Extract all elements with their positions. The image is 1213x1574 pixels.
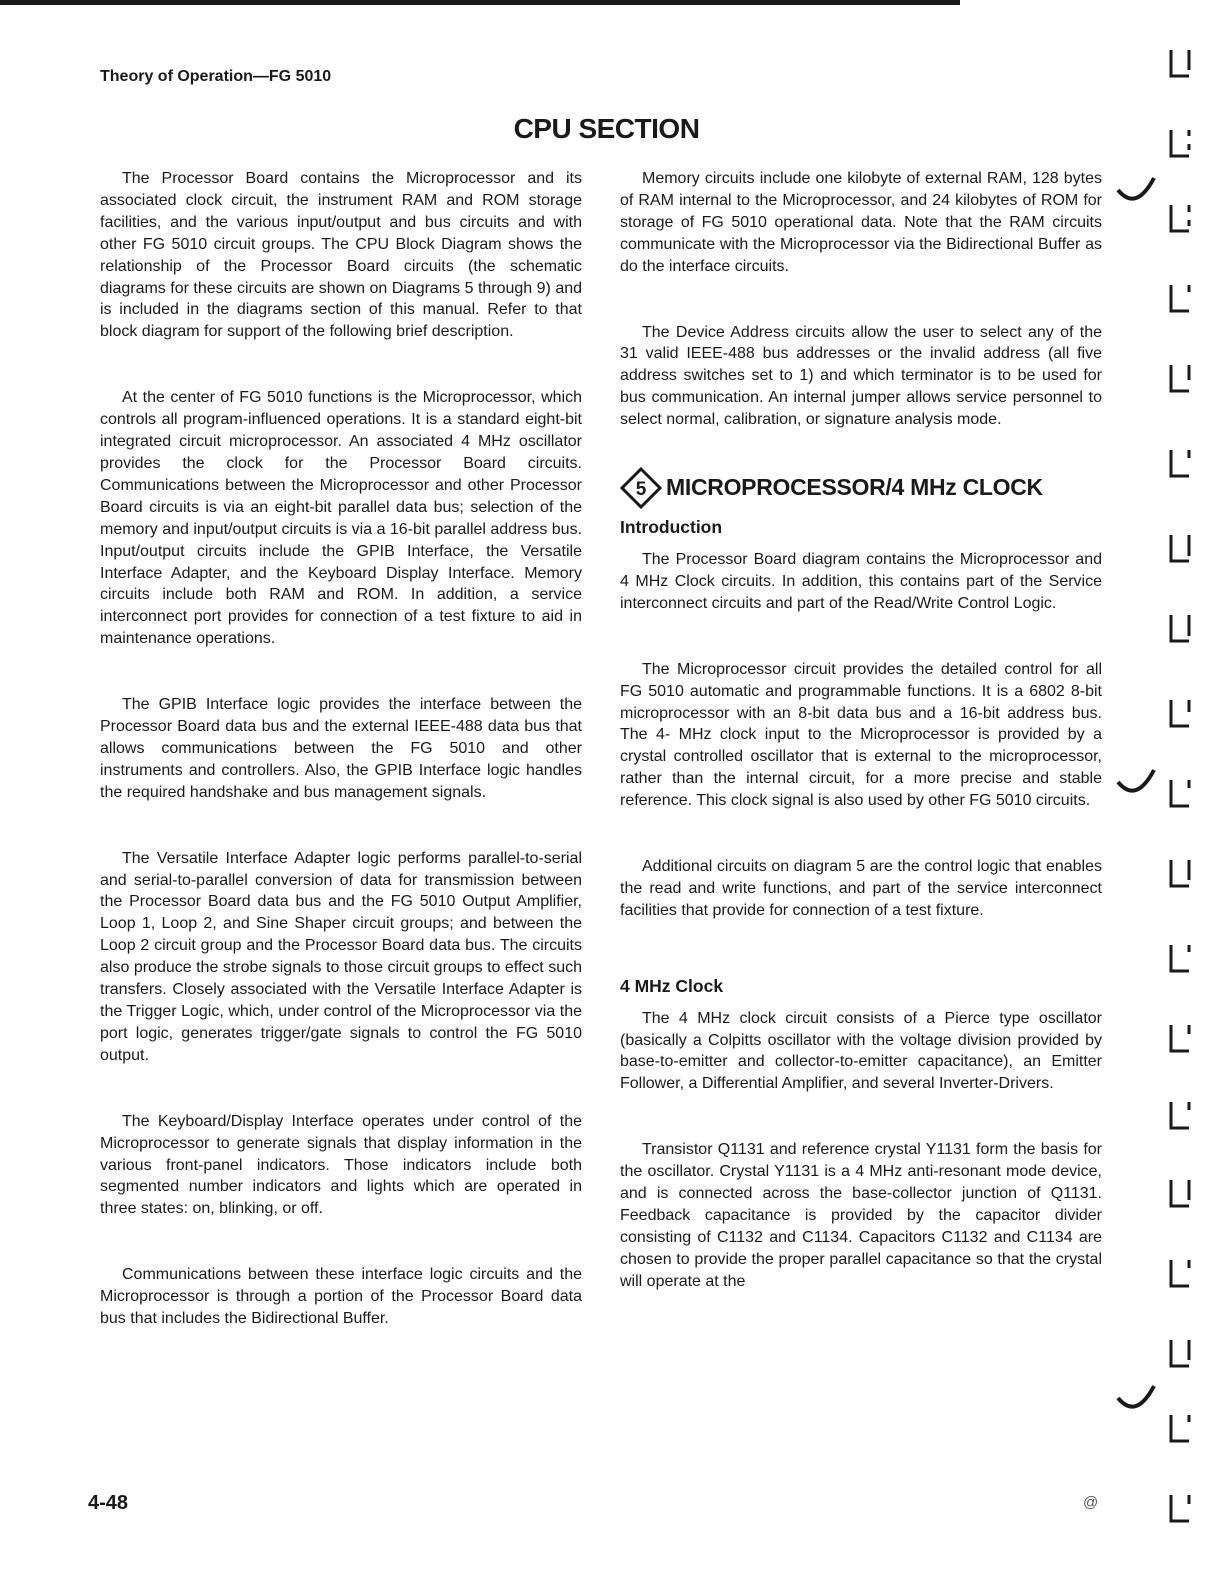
copyright-symbol: @ xyxy=(1083,1494,1099,1511)
clock-paragraph: The 4 MHz clock circuit consists of a Pierce type oscillator (basically a Colpitts oscillator with the voltage division provided by base-to-emitter and collector-to-emitter capacitance), an Emitter Follower, a Differential Amplifier, and several Inverter-Drivers. xyxy=(620,1009,1102,1093)
device-address-paragraph: The Device Address circuits allow the user to select any of the 31 valid IEEE-488 bus addresses or the invalid address (all five address switches set to 1) and which terminator is to be used for bus communication. An internal jumper allows service personnel to select normal, calibration, or signature analysis mode. xyxy=(620,323,1102,429)
communications-paragraph: Communications between these interface logic circuits and the Microprocessor is through a portion of the Processor Board data bus that includes the Bidirectional Buffer. xyxy=(100,1266,582,1328)
microprocessor-center-paragraph: At the center of FG 5010 functions is the Microprocessor, which controls all program-influenced operations. It is a standard eight-bit integrated circuit microprocessor. An associated 4 MHz oscillator provides the clock for the Processor Board circuits. Communications between the Microprocessor and other Processor Board circuits is via an eight-bit parallel data bus; selection of the memory and input/output circuits is via a 16-bit parallel address bus. Input/output circuits include the GPIB Interface, the Versatile Interface Adapter, and the Keyboard Display Interface. Memory circuits include both RAM and ROM. In addition, a service interconnect port provides for connection of a test fixture to aid in maintenance operations. xyxy=(100,389,583,648)
introduction-heading: Introduction xyxy=(620,517,723,538)
top-rule xyxy=(0,0,960,5)
diagram-number: 5 xyxy=(635,479,647,501)
transistor-paragraph: Transistor Q1131 and reference crystal Y1131 form the basis for the oscillator. Crystal Y1131 is a 4 MHz anti-resonant mode device, and is connected across the base-collector junction of Q1131. Feedback capacitance is provided by the capacitor divider consisting of C1132 and C1134. Capacitors C1132 and C1134 are chosen to provide the proper parallel capacitance so that the crystal will operate at the xyxy=(620,1141,1102,1290)
running-head: Theory of Operation—FG 5010 xyxy=(100,68,332,85)
left-column xyxy=(100,168,582,1330)
additional-circuits-paragraph: Additional circuits on diagram 5 are the control logic that enables the read and write functions, and part of the service interconnect facilities that provide for connection of a test fixture. xyxy=(620,858,1102,919)
intro-paragraph: The Processor Board diagram contains the Microprocessor and 4 MHz Clock circuits. In addition, this contains part of the Service interconnect circuits and part of the Read/Write Control Logic. xyxy=(620,550,1102,612)
memory-paragraph: Memory circuits include one kilobyte of external RAM, 128 bytes of RAM internal to the Microprocessor, and 24 kilobytes of ROM for storage of FG 5010 operational data. Note that the RAM circuits communicate with the Microprocessor via the Bidirectional Buffer as do the interface circuits. xyxy=(620,170,1102,275)
keyboard-display-paragraph: The Keyboard/Display Interface operates under control of the Microprocessor to generate signals that display information in the various front-panel indicators. Those indicators include both segmented number indicators and lights which are operated in three states: on, blinking, or off. xyxy=(100,1112,582,1218)
curve-mark-icons xyxy=(1118,178,1154,1407)
curve-marks xyxy=(1110,0,1160,1574)
clock-heading: 4 MHz Clock xyxy=(620,975,724,996)
binding-marks xyxy=(1163,40,1203,1540)
right-column xyxy=(620,168,1102,1293)
subsection-title: MICROPROCESSOR/4 MHz CLOCK xyxy=(666,474,1043,501)
diagram-number-diamond-icon xyxy=(620,467,662,509)
page-number: 4-48 xyxy=(88,1492,129,1514)
versatile-interface-paragraph: The Versatile Interface Adapter logic performs parallel-to-serial and serial-to-parallel conversion of data for transmission between the Processor Board data bus and the FG 5010 Output Amplifier, Loop 1, Loop 2, and Sine Shaper circuit groups; and between the Loop 2 circuit group and the Processor Board data bus. The circuits also produce the strobe signals to those circuit groups to effect such transfers. Closely associated with the Versatile Interface Adapter is the Trigger Logic, which, under control of the Microprocessor via the port logic, generates trigger/gate signals to control the FG 5010 output. xyxy=(100,849,582,1064)
subsection-heading xyxy=(620,467,1102,509)
binding-mark-icons xyxy=(1171,50,1189,1521)
microprocessor-paragraph: The Microprocessor circuit provides the detailed control for all FG 5010 automatic and programmable functions. It is a 6802 8-bit microprocessor with an 8-bit data bus and a 16-bit address bus. The 4- MHz clock input to the Microprocessor is provided by a crystal controlled oscillator that is external to the microprocessor, rather than the internal circuit, for a more precise and stable reference. This clock signal is also used by other FG 5010 circuits. xyxy=(620,660,1102,810)
gpib-interface-paragraph: The GPIB Interface logic provides the interface between the Processor Board data bus and the external IEEE-488 data bus that allows communications between the FG 5010 and other instruments and controllers. Also, the GPIB Interface logic handles the required handshake and bus management signals. xyxy=(100,696,582,801)
section-title: CPU SECTION xyxy=(513,113,700,144)
processor-board-paragraph: The Processor Board contains the Microprocessor and its associated clock circuit, the instrument RAM and ROM storage facilities, and the various input/output and bus circuits and with other FG 5010 circuit groups. The CPU Block Diagram shows the relationship of the Processor Board circuits (the schematic diagrams for these circuits are shown on Diagrams 5 through 9) and is included in the diagrams section of this manual. Refer to that block diagram for support of the following brief description. xyxy=(100,170,583,341)
